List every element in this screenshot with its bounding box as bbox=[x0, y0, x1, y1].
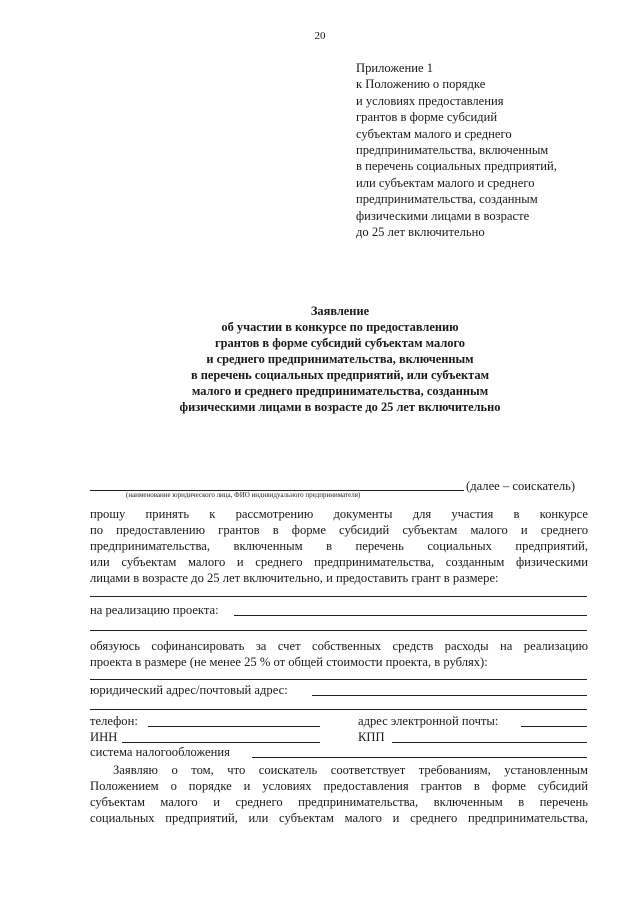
request-line: прошу принять к рассмотрению документы для участия в конкурсе bbox=[90, 507, 588, 521]
appendix-line: в перечень социальных предприятий, bbox=[356, 159, 557, 174]
kpp-field[interactable] bbox=[392, 742, 587, 743]
address-field[interactable] bbox=[312, 695, 587, 696]
email-field[interactable] bbox=[521, 726, 587, 727]
title-line: об участии в конкурсе по предоставлению bbox=[221, 320, 459, 334]
email-label: адрес электронной почты: bbox=[358, 714, 499, 728]
appendix-line: к Положению о порядке bbox=[356, 77, 486, 92]
applicant-caption: (наименование юридического лица, ФИО индивидуального предпринимателя) bbox=[126, 491, 361, 499]
document-title bbox=[80, 303, 600, 415]
title-line: в перечень социальных предприятий, или субъектам bbox=[190, 368, 490, 382]
project-field-extra[interactable] bbox=[90, 630, 587, 631]
appendix-line: субъектам малого и среднего bbox=[356, 126, 512, 141]
page-number: 20 bbox=[314, 30, 326, 42]
declaration-line: Положением о порядке и условиях предоставления грантов в форме субсидий bbox=[90, 779, 588, 793]
title-line: грантов в форме субсидий субъектам малого bbox=[214, 336, 465, 350]
title-line: физическими лицами в возрасте до 25 лет включительно bbox=[179, 400, 501, 414]
tax-field[interactable] bbox=[252, 757, 587, 758]
appendix-line: Приложение 1 bbox=[356, 61, 434, 75]
appendix-line: или субъектам малого и среднего bbox=[356, 175, 535, 190]
request-line: лицами в возрасте до 25 лет включительно, и предоставить грант в размере: bbox=[90, 571, 499, 585]
applicant-suffix: (далее – соискатель) bbox=[466, 479, 576, 493]
appendix-line: грантов в форме субсидий bbox=[356, 110, 498, 125]
cofinance-line: обязуюсь софинансировать за счет собственных средств расходы на реализацию bbox=[90, 639, 588, 653]
cofinance-field[interactable] bbox=[90, 679, 587, 680]
project-label: на реализацию проекта: bbox=[90, 603, 219, 617]
appendix-block bbox=[356, 60, 557, 240]
declaration-line: Заявляю о том, что соискатель соответствует требованиям, установленным bbox=[113, 763, 588, 777]
phone-field[interactable] bbox=[148, 726, 320, 727]
inn-field[interactable] bbox=[122, 742, 320, 743]
address-label: юридический адрес/почтовый адрес: bbox=[90, 683, 288, 697]
kpp-label: КПП bbox=[358, 730, 385, 744]
address-field-extra[interactable] bbox=[90, 709, 587, 710]
request-line: по предоставлению грантов в форме субсидий субъектам малого и среднего bbox=[90, 523, 588, 537]
title-line: малого и среднего предпринимательства, созданным bbox=[191, 384, 489, 398]
title-line: и среднего предпринимательства, включенным bbox=[206, 352, 474, 366]
inn-label: ИНН bbox=[90, 730, 118, 744]
title-line: Заявление bbox=[310, 304, 370, 318]
phone-label: телефон: bbox=[90, 714, 138, 728]
appendix-line: и условиях предоставления bbox=[356, 93, 504, 108]
project-field[interactable] bbox=[234, 615, 587, 616]
request-line: или субъектам малого и среднего предпринимательства, созданным физическими bbox=[90, 555, 588, 569]
declaration-line: социальных предприятий, или субъектам малого и среднего предпринимательства, bbox=[90, 811, 588, 825]
appendix-line: до 25 лет включительно bbox=[356, 225, 485, 240]
appendix-line: физическими лицами в возрасте bbox=[356, 208, 530, 223]
declaration-line: субъектам малого и среднего предпринимательства, включенным в перечень bbox=[90, 795, 588, 809]
appendix-line: предпринимательства, созданным bbox=[356, 192, 538, 207]
request-line: предпринимательства, включенным в перечень социальных предприятий, bbox=[90, 539, 588, 553]
grant-amount-field[interactable] bbox=[90, 596, 587, 597]
tax-label: система налогообложения bbox=[90, 745, 230, 759]
appendix-line: предпринимательства, включенным bbox=[356, 143, 549, 158]
cofinance-line: проекта в размере (не менее 25 % от общей стоимости проекта, в рублях): bbox=[90, 655, 488, 669]
